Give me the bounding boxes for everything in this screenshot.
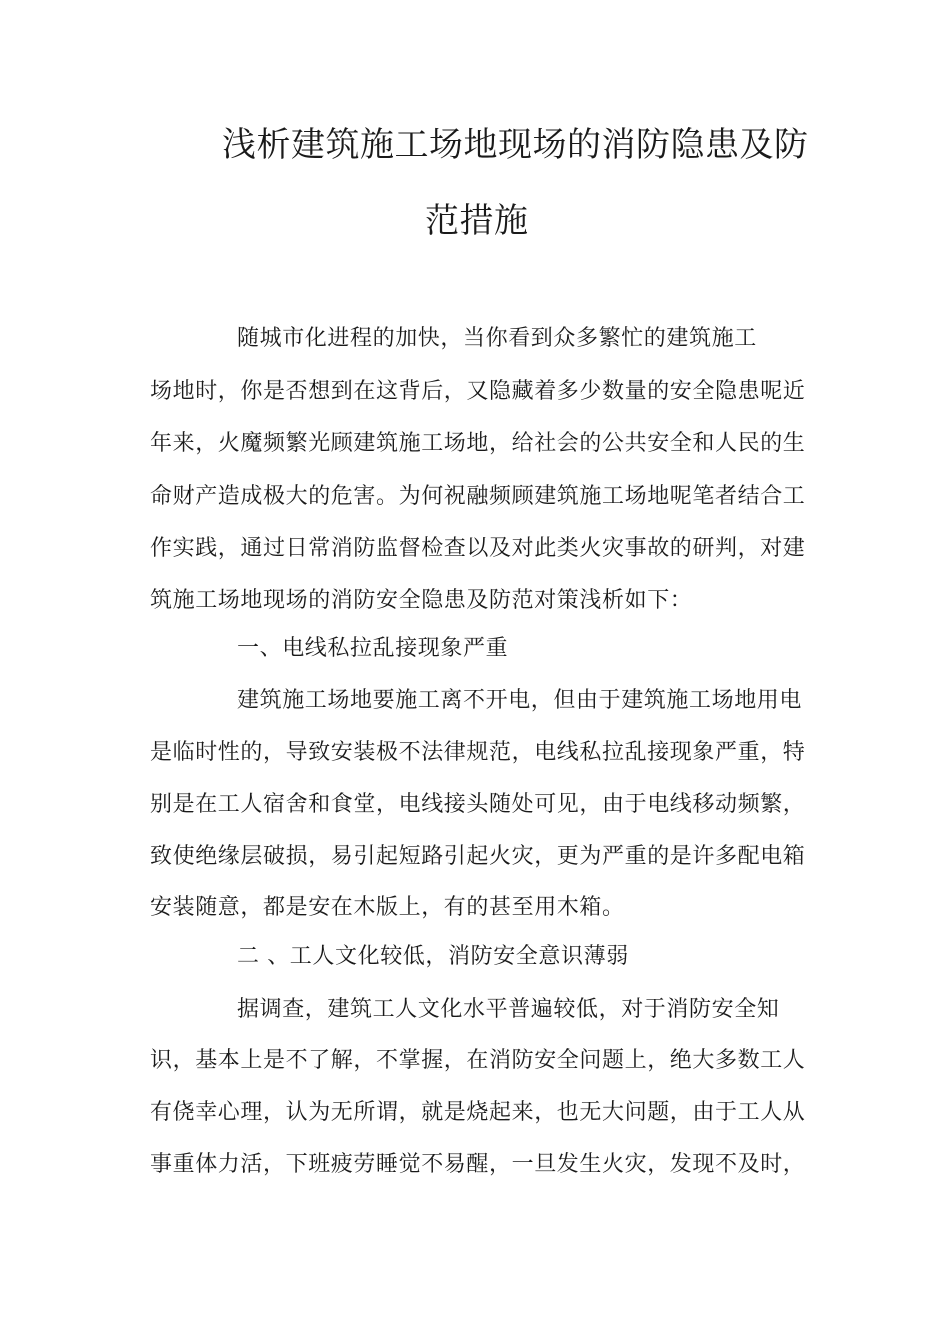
body-text-line: 场地时，你是否想到在这背后，又隐藏着多少数量的安全隐患呢近 [150, 379, 806, 404]
body-text-line: 随城市化进程的加快，当你看到众多繁忙的建筑施工 [237, 326, 757, 351]
section-heading-1: 一、电线私拉乱接现象严重 [237, 636, 509, 661]
body-text-line: 有侥幸心理，认为无所谓，就是烧起来，也无大问题，由于工人从 [150, 1100, 806, 1125]
section-heading-2: 二 、工人文化较低，消防安全意识薄弱 [237, 944, 629, 969]
body-text-line: 事重体力活，下班疲劳睡觉不易醒，一旦发生火灾，发现不及时， [150, 1152, 806, 1177]
body-text-line: 识，基本上是不了解，不掌握，在消防安全问题上，绝大多数工人 [150, 1048, 806, 1073]
body-text-line: 作实践，通过日常消防监督检查以及对此类火灾事故的研判，对建 [150, 536, 806, 561]
body-text-line: 安装随意，都是安在木版上，有的甚至用木箱。 [150, 895, 625, 920]
body-text-line: 命财产造成极大的危害。为何祝融频顾建筑施工场地呢笔者结合工 [150, 484, 806, 509]
body-text-line: 是临时性的，导致安装极不法律规范，电线私拉乱接现象严重，特 [150, 740, 806, 765]
body-text-line: 致使绝缘层破损，易引起短路引起火灾，更为严重的是许多配电箱 [150, 844, 806, 869]
body-text-line: 据调查，建筑工人文化水平普遍较低，对于消防安全知 [237, 997, 780, 1022]
body-text-line: 年来，火魔频繁光顾建筑施工场地，给社会的公共安全和人民的生 [150, 431, 806, 456]
document-title-line-1: 浅析建筑施工场地现场的消防隐患及防 [222, 125, 809, 165]
body-text-line: 别是在工人宿舍和食堂，电线接头随处可见，由于电线移动频繁， [150, 792, 806, 817]
body-text-line: 筑施工场地现场的消防安全隐患及防范对策浅析如下： [150, 588, 693, 613]
body-text-line: 建筑施工场地要施工离不开电，但由于建筑施工场地用电 [237, 688, 803, 713]
document-title-line-2: 范措施 [425, 201, 529, 241]
